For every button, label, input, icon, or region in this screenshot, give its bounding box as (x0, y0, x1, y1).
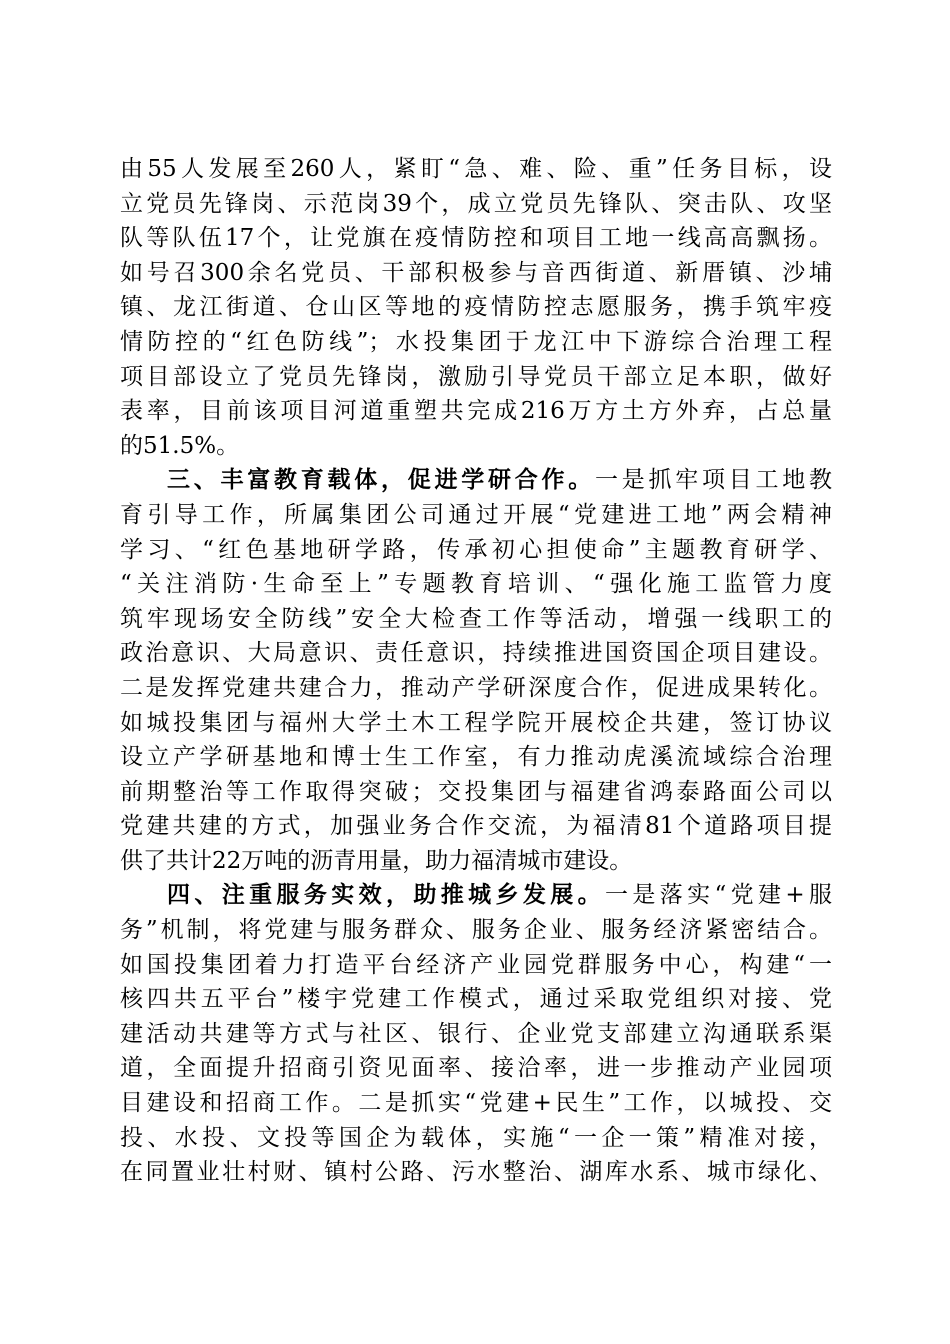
text-line: 如号召300余名党员、干部积极参与音西街道、新厝镇、沙埔 (120, 259, 832, 286)
document-page (120, 152, 832, 1190)
text-line: 核四共五平台”楼宇党建工作模式，通过采取党组织对接、党 (120, 986, 832, 1013)
text-line: 务”机制，将党建与服务群众、服务企业、服务经济紧密结合。 (120, 917, 832, 944)
text-line: 投、水投、文投等国企为载体，实施“一企一策”精准对接， (120, 1124, 832, 1151)
paragraph-2 (120, 463, 832, 878)
text-line: 道，全面提升招商引资见面率、接洽率，进一步推动产业园项 (120, 1055, 832, 1082)
text-line: “关注消防·生命至上”专题教育培训、“强化施工监管力度 (120, 571, 832, 598)
text-line: 育引导工作，所属集团公司通过开展“党建进工地”两会精神 (120, 501, 832, 528)
text-line: 表率，目前该项目河道重塑共完成216万方土方外弃，占总量 (120, 398, 832, 425)
text-line: 如城投集团与福州大学土木工程学院开展校企共建，签订协议 (120, 709, 832, 736)
text-line: 如国投集团着力打造平台经济产业园党群服务中心，构建“一 (120, 951, 832, 978)
paragraph-3 (120, 878, 832, 1189)
text-line: 在同置业壮村财、镇村公路、污水整治、湖库水系、城市绿化、 (120, 1159, 832, 1186)
text-run: 一是落实“党建+服 (604, 882, 833, 909)
text-line: 由55人发展至260人，紧盯“急、难、险、重”任务目标，设 (120, 156, 832, 182)
section-heading-3: 三、丰富教育载体，促进学研合作。 (167, 466, 595, 494)
text-line: 情防控的“红色防线”；水投集团于龙江中下游综合治理工程 (120, 328, 832, 355)
text-line: 的51.5%。 (120, 432, 240, 459)
text-line: 政治意识、大局意识、责任意识，持续推进国资国企项目建设。 (120, 640, 832, 667)
text-line: 设立产学研基地和博士生工作室，有力推动虎溪流域综合治理 (120, 744, 832, 771)
text-line: 筑牢现场安全防线”安全大检查工作等活动，增强一线职工的 (120, 605, 832, 632)
text-line: 前期整治等工作取得突破；交投集团与福建省鸿泰路面公司以 (120, 778, 832, 805)
text-line: 队等队伍17个，让党旗在疫情防控和项目工地一线高高飘扬。 (120, 225, 832, 252)
text-line: 学习、“红色基地研学路，传承初心担使命”主题教育研学、 (120, 536, 832, 563)
text-line: 项目部设立了党员先锋岗，激励引导党员干部立足本职，做好 (120, 363, 832, 390)
text-line: 建活动共建等方式与社区、银行、企业党支部建立沟通联系渠 (120, 1020, 832, 1047)
text-line: 立党员先锋岗、示范岗39个，成立党员先锋队、突击队、攻坚 (120, 190, 832, 217)
text-line: 党建共建的方式，加强业务合作交流，为福清81个道路项目提 (120, 813, 832, 840)
section-first-line (120, 463, 832, 498)
text-line: 供了共计22万吨的沥青用量，助力福清城市建设。 (120, 847, 633, 874)
section-heading-4: 四、注重服务实效，助推城乡发展。 (167, 881, 605, 909)
section-first-line (120, 878, 832, 913)
text-line: 二是发挥党建共建合力，推动产学研深度合作，促进成果转化。 (120, 674, 832, 701)
text-line: 目建设和招商工作。二是抓实“党建+民生”工作，以城投、交 (120, 1090, 832, 1117)
text-run: 一是抓牢项目工地教 (595, 467, 832, 494)
paragraph-1 (120, 152, 832, 463)
text-line: 镇、龙江街道、仓山区等地的疫情防控志愿服务，携手筑牢疫 (120, 294, 832, 321)
